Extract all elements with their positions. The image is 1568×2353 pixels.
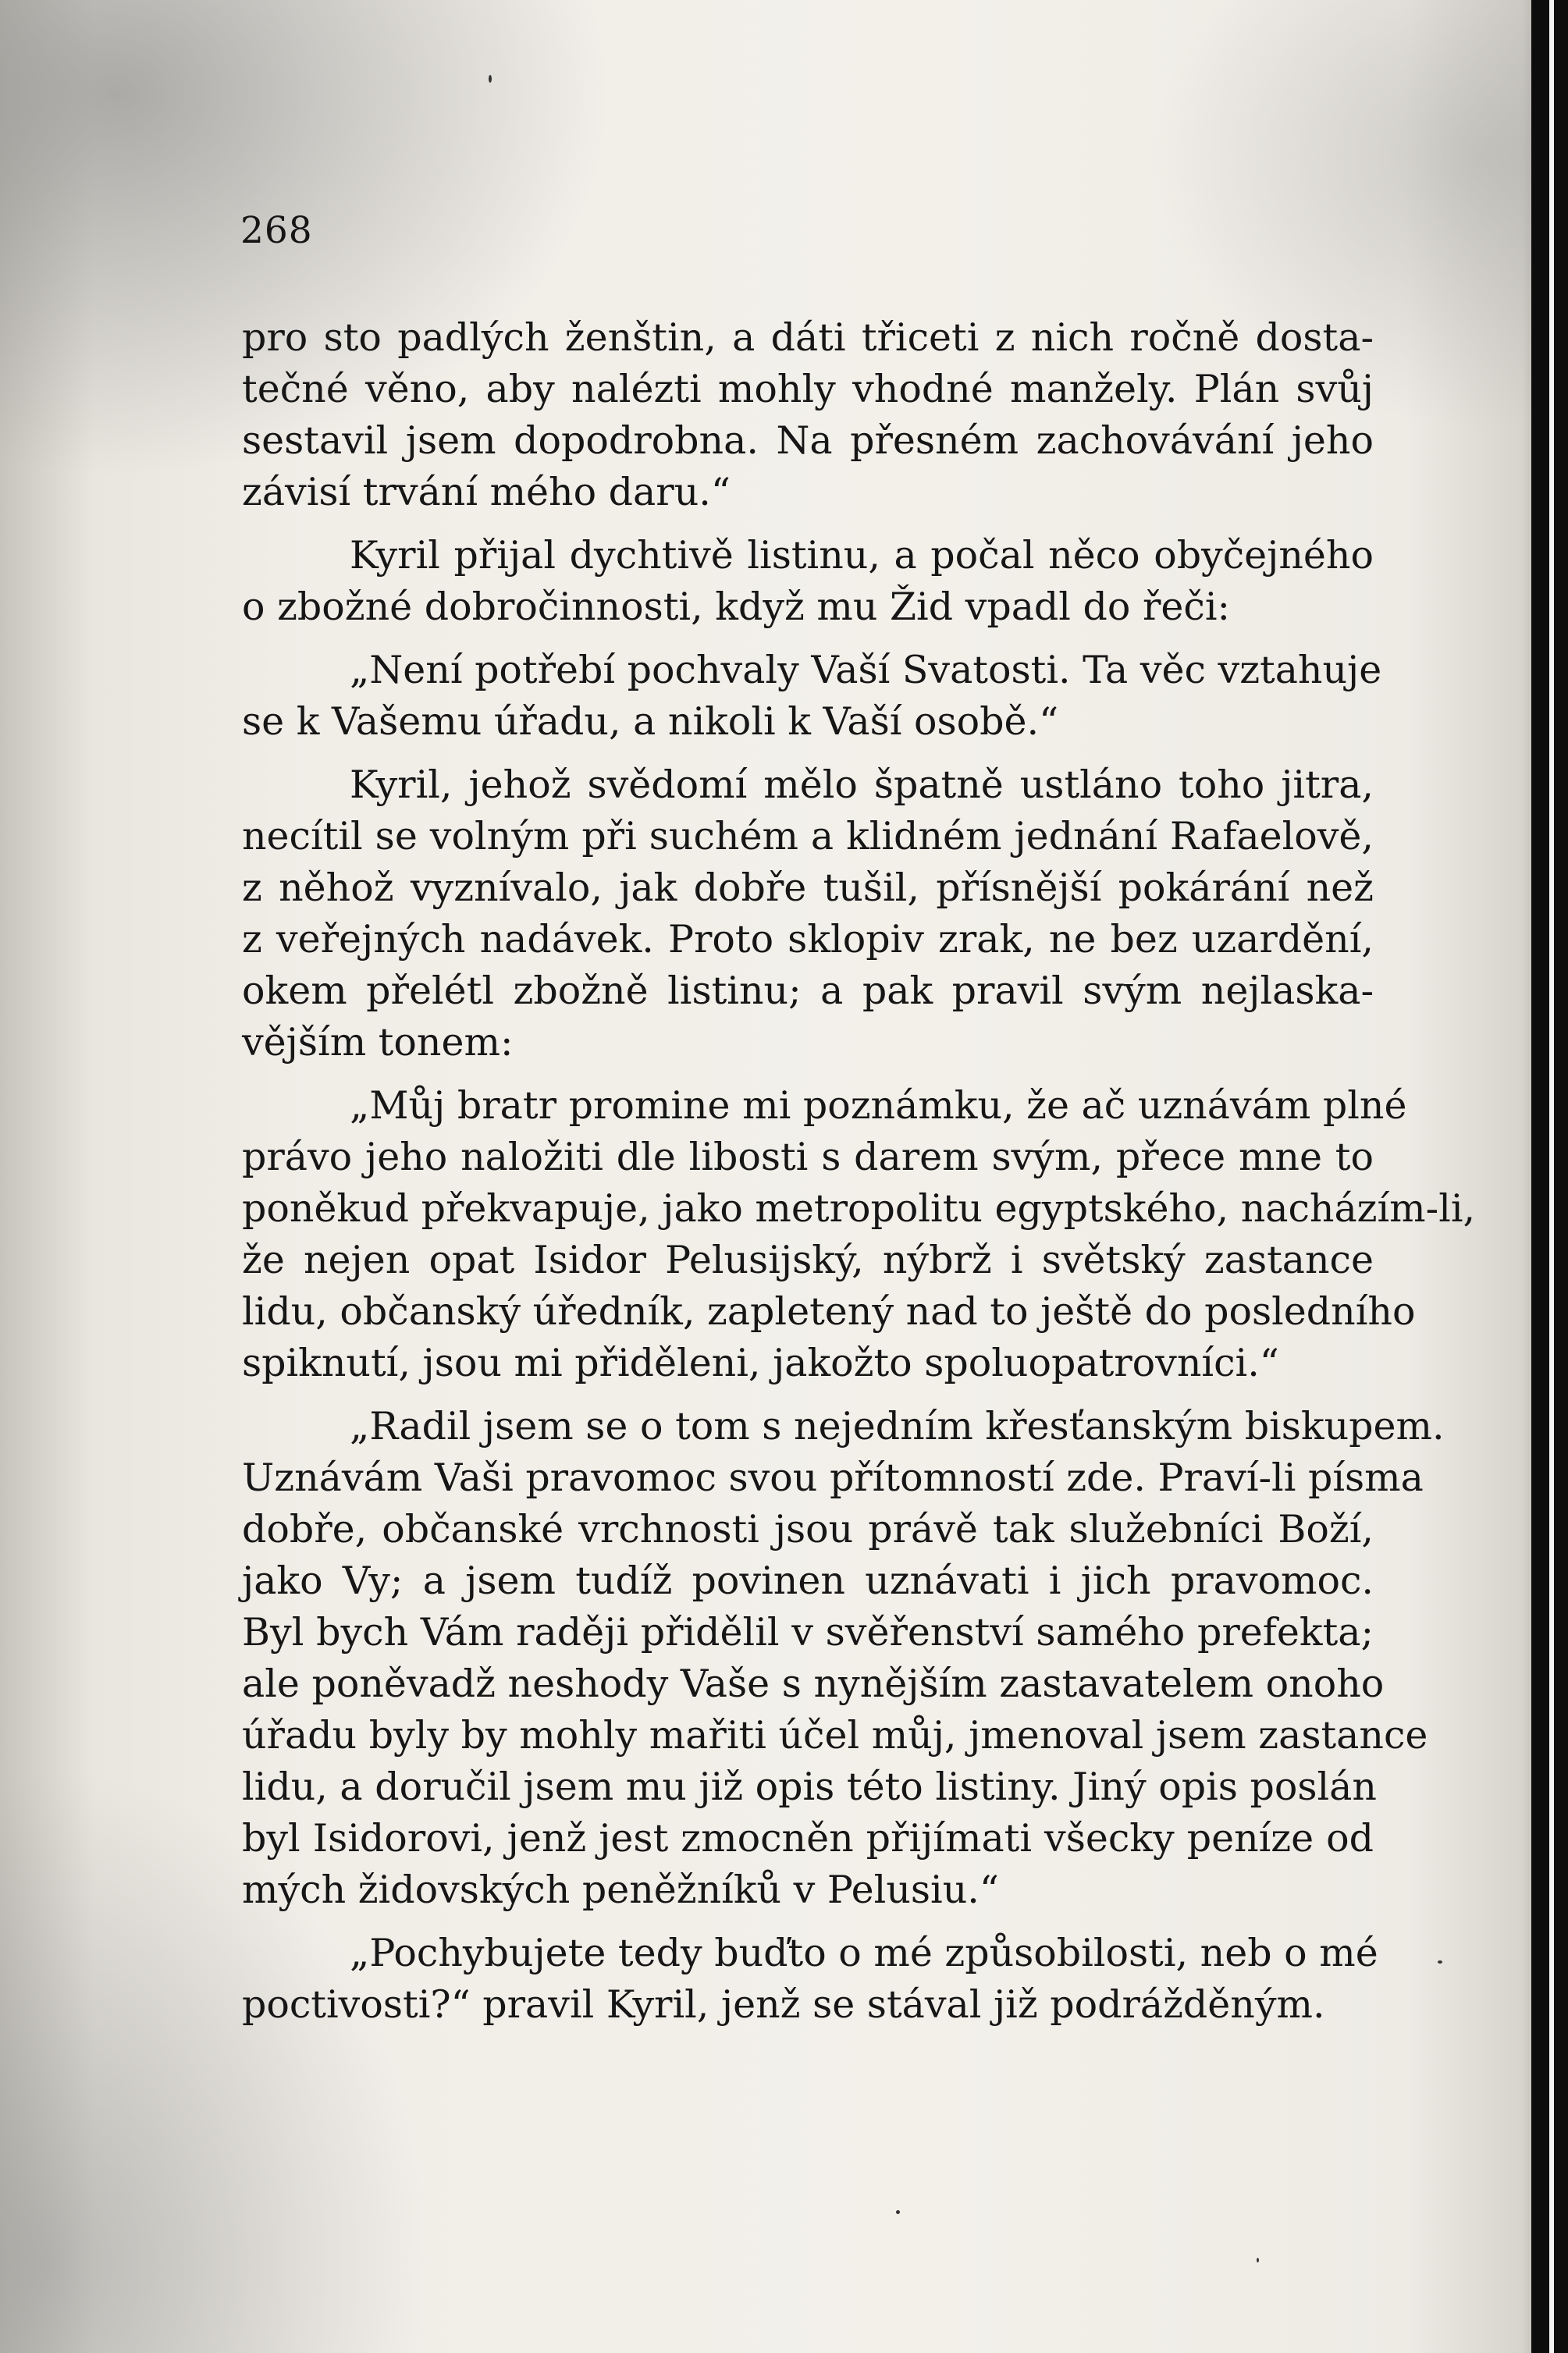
paragraph: [242, 1080, 1476, 1389]
paragraph: [242, 530, 1374, 633]
text-line: závisí trvání mého daru.“: [242, 470, 731, 514]
text-line: „Není potřebí pochvaly Vaší Svatosti. Ta věc vztahuje: [350, 648, 1382, 692]
text-line: právo jeho naložiti dle libosti s darem svým, přece mne to: [242, 1135, 1374, 1179]
text-line: Uznávám Vaši pravomoc svou přítomností zde. Praví-li písma: [242, 1456, 1424, 1500]
text-line: „Pochybujete tedy buďto o mé způsobilosti, neb o mé: [350, 1931, 1378, 1975]
page-number: 268: [240, 209, 313, 252]
body-text: [242, 312, 1476, 2042]
scan-speck: [896, 2210, 900, 2214]
text-line: úřadu byly by mohly mařiti účel můj, jmenoval jsem zastance: [242, 1713, 1428, 1758]
text-line: dobře, občanské vrchnosti jsou právě tak služebníci Boží,: [242, 1507, 1374, 1551]
text-line: Kyril přijal dychtivě listinu, a počal něco obyčejného: [350, 533, 1374, 578]
text-line: se k Vašemu úřadu, a nikoli k Vaší osobě.“: [242, 699, 1059, 744]
text-line: z něhož vyznívalo, jak dobře tušil, přísnější pokárání než: [242, 865, 1374, 910]
scan-speck: [489, 75, 492, 83]
paragraph: [242, 759, 1374, 1068]
text-line: tečné věno, aby nalézti mohly vhodné manžely. Plán svůj: [242, 367, 1374, 411]
text-line: „Můj bratr promine mi poznámku, že ač uznávám plné: [350, 1083, 1407, 1128]
paragraph: [242, 1401, 1445, 1916]
text-line: sestavil jsem dopodrobna. Na přesném zachovávání jeho: [242, 418, 1374, 463]
text-line: pro sto padlých ženštin, a dáti třiceti z nich ročně dosta-: [242, 315, 1374, 360]
paragraph: [242, 312, 1374, 518]
text-line: lidu, občanský úředník, zapletený nad to ještě do posledního: [242, 1289, 1416, 1334]
scan-speck: [1257, 2258, 1259, 2262]
text-line: poctivosti?“ pravil Kyril, jenž se stával již podrážděným.: [242, 1982, 1325, 2027]
text-line: necítil se volným při suchém a klidném jednání Rafaelově,: [242, 814, 1374, 858]
text-line: Byl bych Vám raději přidělil v svěřenství samého prefekta;: [242, 1610, 1374, 1655]
text-line: ale poněvadž neshody Vaše s nynějším zastavatelem onoho: [242, 1662, 1385, 1706]
text-line: lidu, a doručil jsem mu již opis této listiny. Jiný opis poslán: [242, 1765, 1377, 1809]
text-line: z veřejných nadávek. Proto sklopiv zrak, ne bez uzardění,: [242, 917, 1374, 961]
text-line: spiknutí, jsou mi přiděleni, jakožto spoluopatrovníci.“: [242, 1341, 1279, 1385]
text-line: Kyril, jehož svědomí mělo špatně ustláno toho jitra,: [350, 762, 1374, 807]
text-line: poněkud překvapuje, jako metropolitu egyptského, nacházím-li,: [242, 1186, 1476, 1231]
text-line: okem přelétl zbožně listinu; a pak pravil svým nejlaska-: [242, 969, 1374, 1013]
page-edge-line: [1549, 0, 1554, 2353]
text-line: mých židovských peněžníků v Pelusiu.“: [242, 1868, 999, 1912]
text-line: „Radil jsem se o tom s nejedním křesťanským biskupem.: [350, 1404, 1445, 1448]
text-line: o zbožné dobročinnosti, když mu Žid vpadl do řeči:: [242, 585, 1231, 629]
text-line: vějším tonem:: [242, 1020, 514, 1065]
paragraph: [242, 645, 1382, 748]
text-line: byl Isidorovi, jenž jest zmocněn přijímati všecky peníze od: [242, 1816, 1374, 1861]
text-line: jako Vy; a jsem tudíž povinen uznávati i jich pravomoc.: [242, 1559, 1374, 1603]
text-line: že nejen opat Isidor Pelusijský, nýbrž i světský zastance: [242, 1238, 1374, 1282]
paragraph: [242, 1928, 1378, 2031]
scan-speck: [1438, 1960, 1442, 1964]
